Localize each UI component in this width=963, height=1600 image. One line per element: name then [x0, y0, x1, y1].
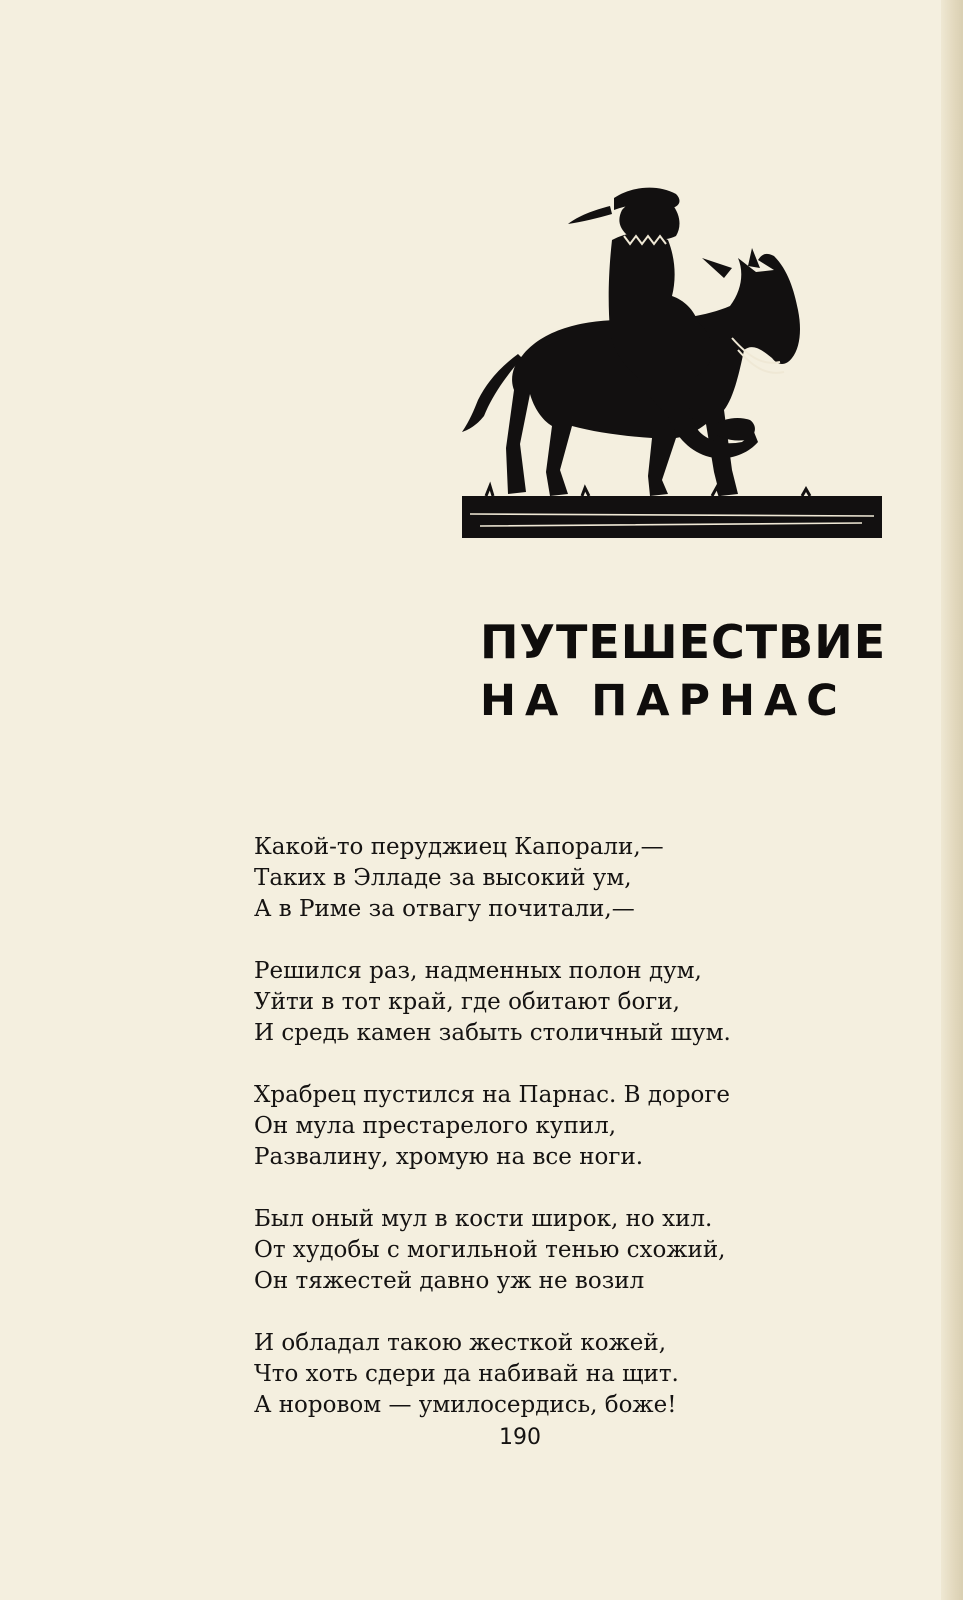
- verse-line: От худобы с могильной тенью схожий,: [254, 1237, 726, 1263]
- verse-line: И обладал такою жесткой кожей,: [254, 1330, 667, 1356]
- title-line-1: ПУТЕШЕСТВИЕ: [480, 615, 887, 669]
- page-edge: [941, 0, 963, 1600]
- verse-line: И средь камен забыть столичный шум.: [254, 1020, 731, 1046]
- verse-line: Он тяжестей давно уж не возил: [254, 1268, 645, 1294]
- stanza-2: [254, 956, 814, 1049]
- stanza-4: [254, 1204, 814, 1297]
- verse-line: Решился раз, надменных полон дум,: [254, 958, 702, 984]
- verse-line: Таких в Элладе за высокий ум,: [254, 865, 632, 891]
- rider-on-mule-woodcut-icon: [462, 180, 894, 552]
- verse-line: Уйти в тот край, где обитают боги,: [254, 989, 680, 1015]
- ground-strip: [462, 496, 882, 538]
- verse-line: Храбрец пустился на Парнас. В дороге: [254, 1082, 731, 1108]
- stanza-5: [254, 1328, 814, 1421]
- stanza-3: [254, 1080, 814, 1173]
- verse-line: А в Риме за отвагу почитали,—: [254, 896, 635, 922]
- chapter-title: [480, 612, 900, 730]
- verse-line: А норовом — умилосердись, боже!: [254, 1392, 677, 1418]
- verse-line: Что хоть сдери да набивай на щит.: [254, 1361, 679, 1387]
- verse-line: Он мула престарелого купил,: [254, 1113, 617, 1139]
- verse-line: Развалину, хромую на все ноги.: [254, 1144, 644, 1170]
- poem: [254, 832, 814, 1421]
- page-number: 190: [499, 1425, 541, 1450]
- verse-line: Какой-то перуджиец Капорали,—: [254, 834, 664, 860]
- stanza-1: [254, 832, 814, 925]
- verse-line: Был оный мул в кости широк, но хил.: [254, 1206, 713, 1232]
- grass-tufts: [486, 486, 810, 496]
- title-line-2: НА ПАРНАС: [480, 676, 847, 726]
